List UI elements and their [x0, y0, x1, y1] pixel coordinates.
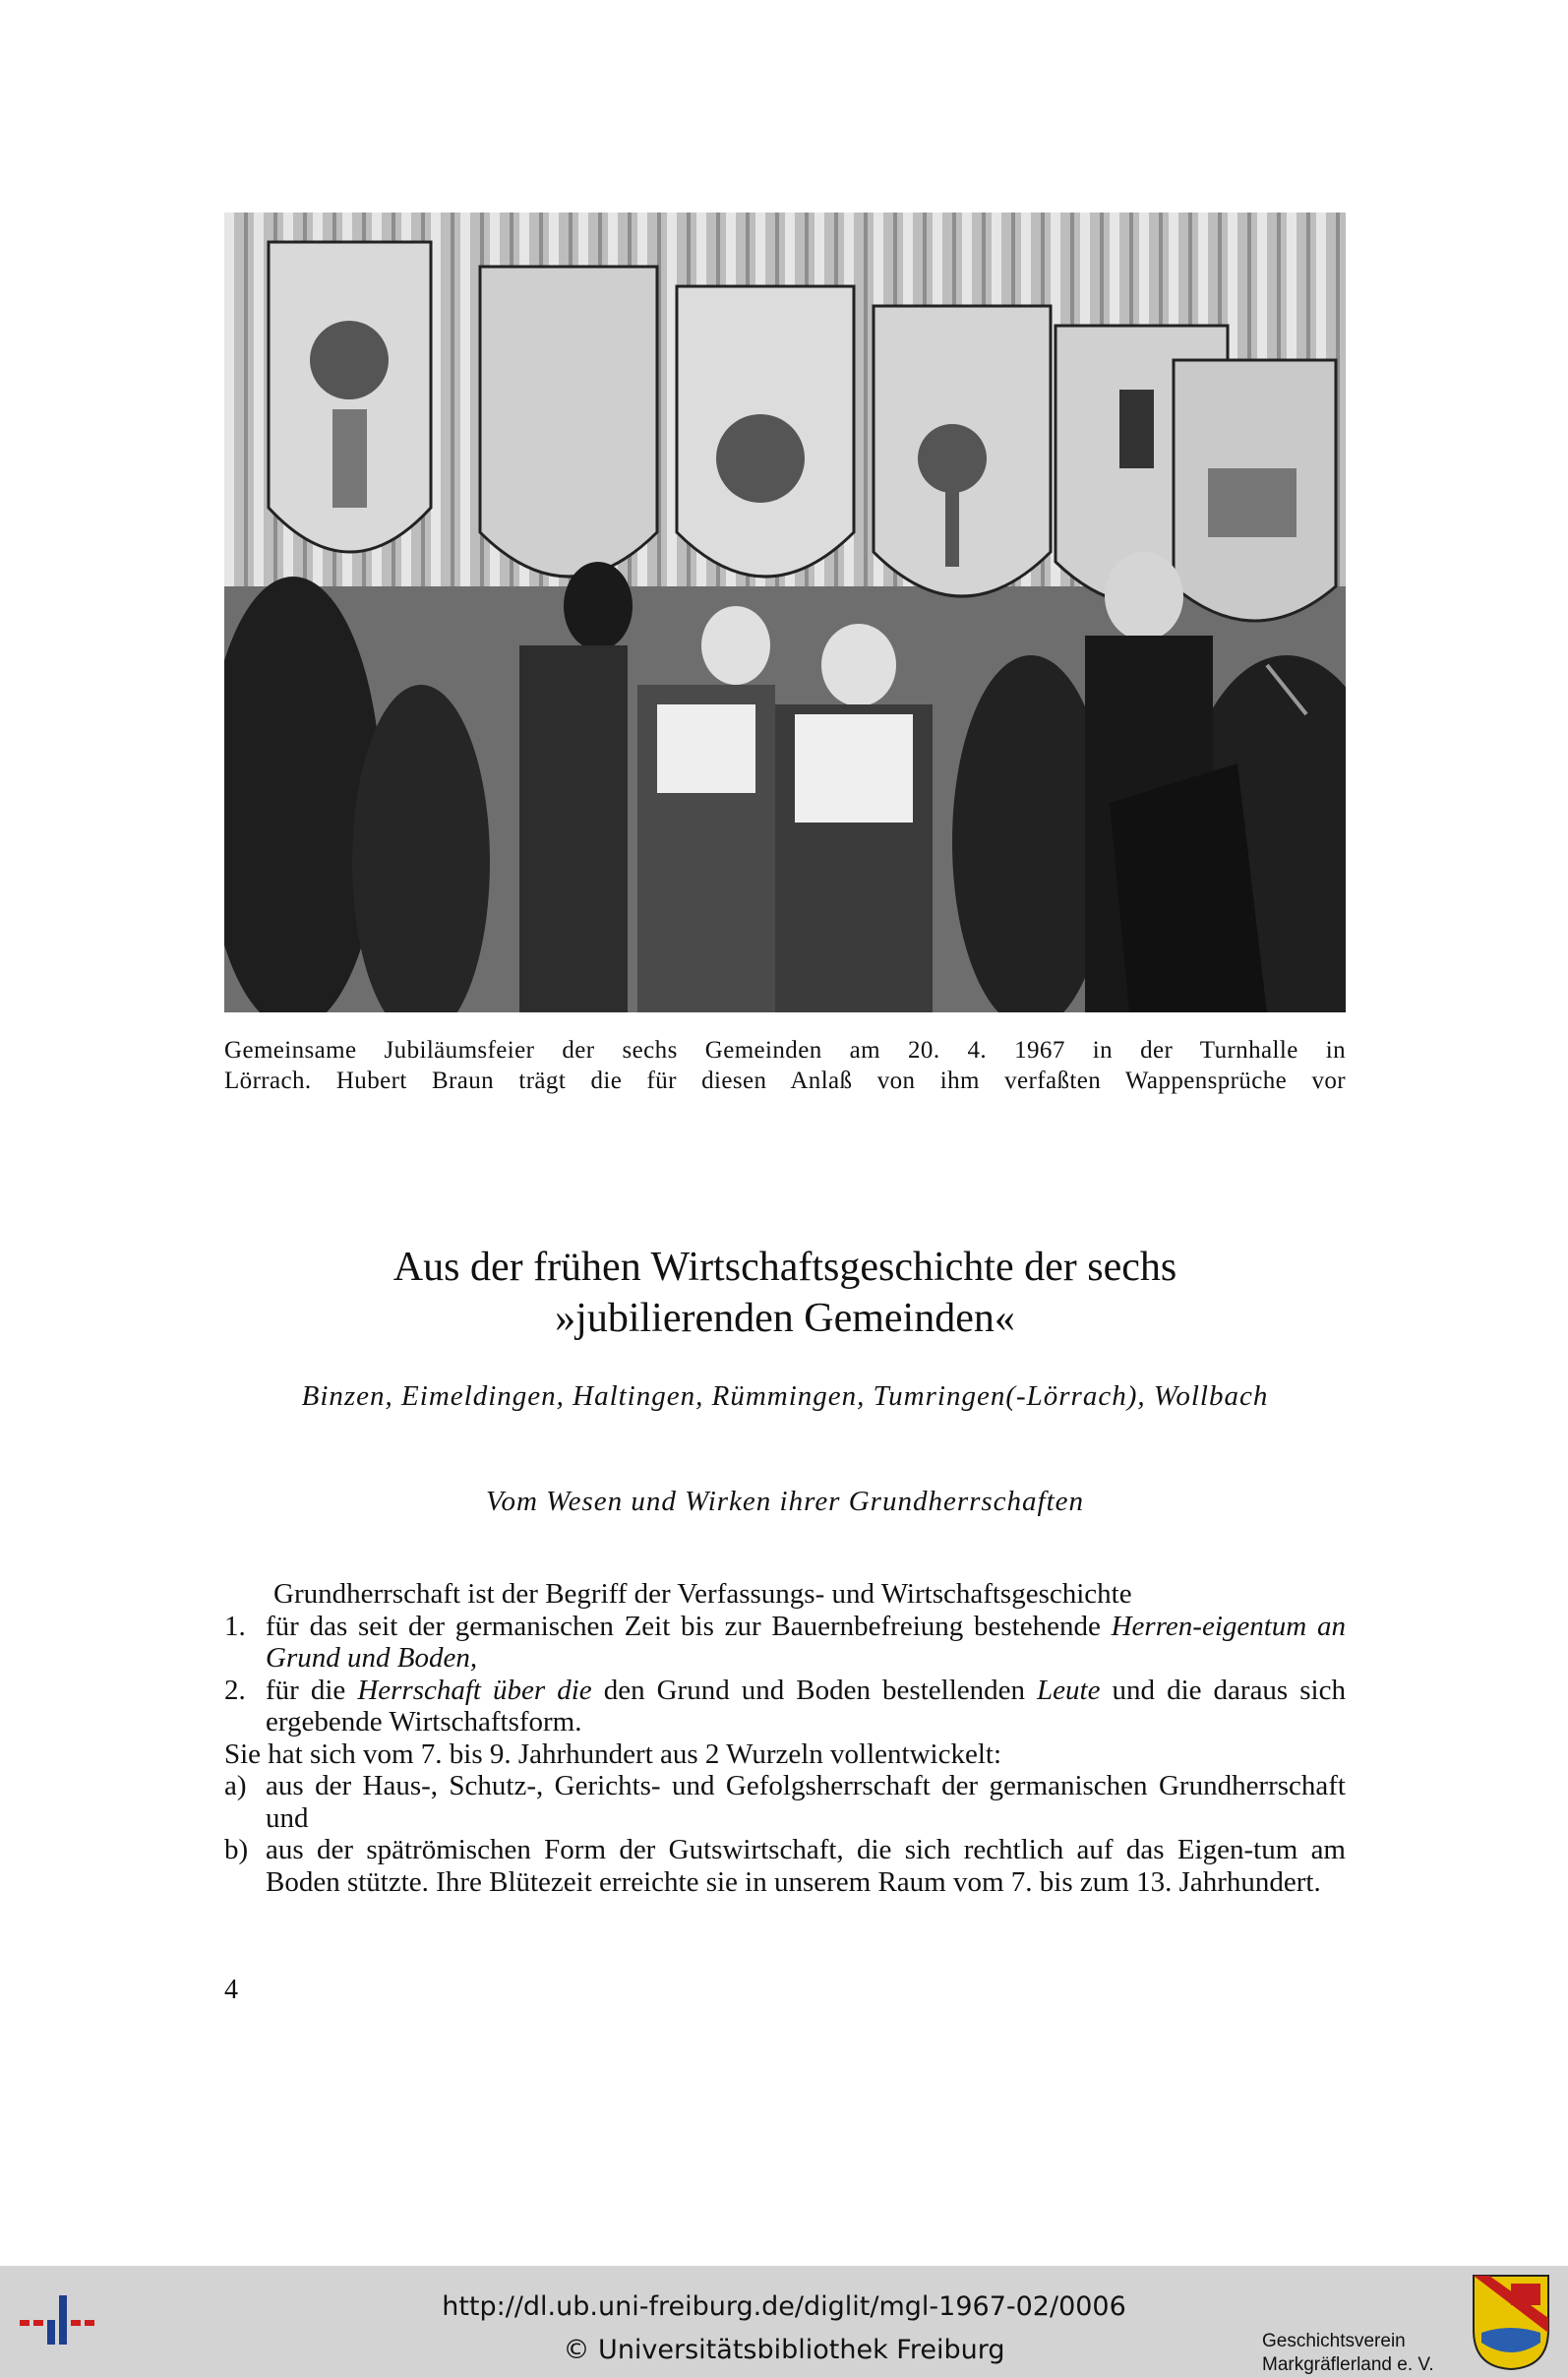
page-number: 4	[224, 1975, 238, 2005]
org-line-1: Geschichtsverein	[1262, 2331, 1406, 2351]
list-number: 2.	[224, 1674, 246, 1706]
footer-bar	[0, 2266, 1568, 2378]
list-text-part: für die	[266, 1674, 358, 1706]
list-item-2	[224, 1675, 1346, 1738]
photo-ceremony	[224, 213, 1346, 1012]
caption-line-2: Lörrach. Hubert Braun trägt die für diesen Anlaß von ihm verfaßten Wappensprüche vor	[224, 1067, 1346, 1094]
article-body	[224, 1578, 1346, 1898]
caption-line-1: Gemeinsame Jubiläumsfeier der sechs Gemeinden am 20. 4. 1967 in der Turnhalle in	[224, 1037, 1346, 1064]
body-intro: Grundherrschaft ist der Begriff der Verfassungs- und Wirtschaftsgeschichte	[273, 1578, 1132, 1610]
list-text-part: den Grund und Boden bestellenden	[591, 1674, 1038, 1706]
list-text-emphasis: Leute	[1037, 1674, 1101, 1706]
list-number: b)	[224, 1834, 249, 1865]
list-text-emphasis: Herrschaft über die	[357, 1674, 592, 1706]
list-number: a)	[224, 1770, 247, 1801]
list-text: aus der spätrömischen Form der Gutswirtschaft, die sich rechtlich auf das Eigen-tum am Boden stützte. Ihre Blütezeit erreichte sie in unserem Raum vom 7. bis zum 13. Jahrhundert.	[266, 1834, 1346, 1898]
article-subtitle: Binzen, Eimeldingen, Haltingen, Rümmingen, Tumringen(-Lörrach), Wollbach	[301, 1380, 1269, 1412]
photo-caption	[224, 1035, 1346, 1096]
ceremony-photo-image	[224, 213, 1346, 1012]
footer-url-link[interactable]: http://dl.ub.uni-freiburg.de/diglit/mgl-1967-02/0006	[442, 2291, 1126, 2322]
list-item-b	[224, 1834, 1346, 1898]
list-text	[266, 1611, 1346, 1675]
list-text-emphasis: Herren-eigentum an Grund und Boden,	[266, 1610, 1347, 1674]
org-line-2: Markgräflerland e. V.	[1262, 2354, 1434, 2375]
crest-icon	[1472, 2274, 1550, 2370]
section-heading: Vom Wesen und Wirken ihrer Grundherrschaften	[485, 1486, 1085, 1517]
list-text-part: für das seit der germanischen Zeit bis zur Bauernbefreiung bestehende	[266, 1610, 1112, 1642]
footer-organization	[1262, 2330, 1434, 2377]
list-item-1	[224, 1611, 1346, 1675]
list-item-a	[224, 1770, 1346, 1834]
list-text-part: und die daraus sich ergebende Wirtschaftsform.	[266, 1674, 1346, 1738]
list-text	[266, 1675, 1346, 1738]
footer-copyright: © Universitätsbibliothek Freiburg	[563, 2335, 1005, 2365]
title-line-2: »jubilierenden Gemeinden«	[555, 1296, 1015, 1341]
article-title	[224, 1242, 1346, 1344]
list-text: aus der Haus-, Schutz-, Gerichts- und Gefolgsherrschaft der germanischen Grundherrschaft und	[266, 1770, 1346, 1834]
title-line-1: Aus der frühen Wirtschaftsgeschichte der sechs	[392, 1245, 1177, 1290]
body-sentence: Sie hat sich vom 7. bis 9. Jahrhundert aus 2 Wurzeln vollentwickelt:	[224, 1738, 1002, 1770]
list-number: 1.	[224, 1610, 246, 1642]
